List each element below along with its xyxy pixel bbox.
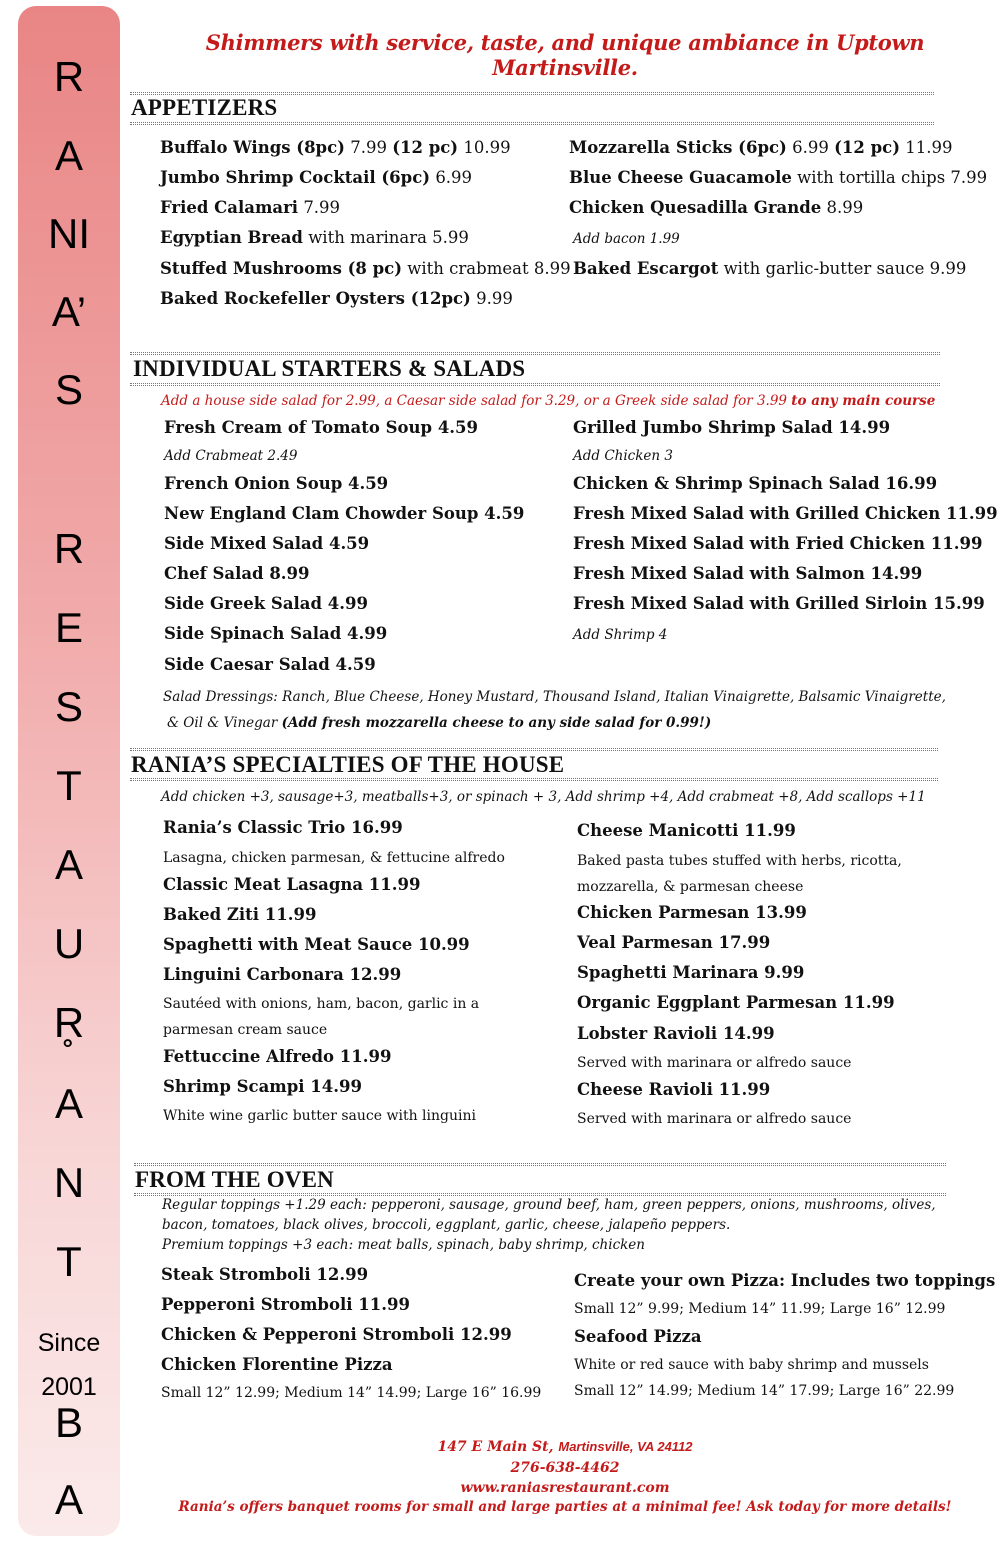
banner-letter: B (54, 1399, 83, 1446)
section-divider (130, 748, 938, 751)
menu-item: Side Greek Salad 4.99 (164, 594, 368, 613)
section-heading-specialties: RANIA’S SPECIALTIES OF THE HOUSE (131, 752, 565, 777)
menu-item: Steak Stromboli 12.99 (161, 1265, 369, 1284)
add-on-note: Add Crabmeat 2.49 (164, 448, 298, 464)
item-description: White wine garlic butter sauce with linguini (163, 1108, 476, 1124)
menu-item: Mozzarella Sticks (6pc) 6.99 (12 pc) 11.99 (569, 138, 953, 157)
menu-item: Spaghetti with Meat Sauce 10.99 (163, 935, 470, 954)
menu-item: Buffalo Wings (8pc) 7.99 (12 pc) 10.99 (160, 138, 511, 157)
footer-website[interactable]: www.raniasrestaurant.com (460, 1480, 670, 1496)
menu-item: Fresh Mixed Salad with Salmon 14.99 (573, 564, 923, 583)
section-divider (130, 778, 938, 781)
menu-item: Fresh Mixed Salad with Grilled Chicken 11.99 (573, 504, 998, 523)
menu-item: Side Spinach Salad 4.99 (164, 624, 388, 643)
menu-item: Stuffed Mushrooms (8 pc) with crabmeat 8.99 (160, 259, 571, 278)
menu-item: New England Clam Chowder Soup 4.59 (164, 504, 525, 523)
menu-item: Fresh Mixed Salad with Fried Chicken 11.99 (573, 534, 983, 553)
since-year: 2001 (41, 1373, 97, 1401)
menu-item: Baked Escargot with garlic-butter sauce 9.99 (573, 259, 967, 278)
banner-letter: N (53, 1159, 85, 1206)
banner-letter: NI (48, 210, 90, 257)
menu-item: Chicken & Pepperoni Stromboli 12.99 (161, 1325, 512, 1344)
menu-item: Rania’s Classic Trio 16.99 (163, 818, 403, 837)
banner-letter: A (54, 1476, 83, 1523)
item-description: mozzarella, & parmesan cheese (577, 879, 804, 895)
toppings-note: Premium toppings +3 each: meat balls, spinach, baby shrimp, chicken (162, 1237, 645, 1253)
section-heading-appetizers: APPETIZERS (131, 95, 278, 120)
banner-letter: S (54, 683, 83, 730)
size-prices: Small 12” 12.99; Medium 14” 14.99; Large 16” 16.99 (161, 1385, 542, 1401)
banner-letter: A (54, 841, 83, 888)
menu-item: Seafood Pizza (574, 1327, 702, 1346)
banner-letter: S (54, 366, 83, 413)
menu-item: Classic Meat Lasagna 11.99 (163, 875, 421, 894)
menu-item: Side Mixed Salad 4.59 (164, 534, 370, 553)
menu-item: Chicken Florentine Pizza (161, 1355, 393, 1374)
menu-item: Chef Salad 8.99 (164, 564, 310, 583)
size-prices: Small 12” 14.99; Medium 14” 17.99; Large 16” 22.99 (574, 1383, 955, 1399)
menu-item: Chicken Quesadilla Grande 8.99 (569, 198, 864, 217)
side-salad-note: Add a house side salad for 2.99, a Caesar side salad for 3.29, or a Greek side salad for 3.99 to any main course (161, 393, 936, 409)
item-description: Served with marinara or alfredo sauce (577, 1055, 852, 1071)
menu-item: Create your own Pizza: Includes two toppings (574, 1271, 996, 1290)
banner-letter: A (54, 1080, 83, 1127)
item-description: parmesan cream sauce (163, 1022, 328, 1038)
item-description: Served with marinara or alfredo sauce (577, 1111, 852, 1127)
add-ons-note: Add chicken +3, sausage+3, meatballs+3, or spinach + 3, Add shrimp +4, Add crabmeat +8, Add scallops +11 (161, 789, 926, 805)
menu-item: Shrimp Scampi 14.99 (163, 1077, 362, 1096)
menu-item: Pepperoni Stromboli 11.99 (161, 1295, 410, 1314)
toppings-note: bacon, tomatoes, black olives, broccoli, eggplant, garlic, cheese, jalapeño peppers. (162, 1217, 731, 1233)
banner-letter: R (53, 53, 85, 100)
menu-item: Grilled Jumbo Shrimp Salad 14.99 (573, 418, 891, 437)
banner-letter: T (56, 1238, 82, 1285)
menu-item: Spaghetti Marinara 9.99 (577, 963, 805, 982)
add-on-note: Add Chicken 3 (573, 448, 673, 464)
section-divider (130, 122, 934, 125)
item-description: Sautéed with onions, ham, bacon, garlic in a (163, 996, 480, 1012)
menu-item: Organic Eggplant Parmesan 11.99 (577, 993, 895, 1012)
footer-banquet: Rania’s offers banquet rooms for small and large parties at a minimal fee! Ask today for more details! (178, 1499, 952, 1515)
vertical-name-banner (18, 6, 120, 1536)
section-divider (134, 1193, 946, 1196)
menu-item: Cheese Ravioli 11.99 (577, 1080, 771, 1099)
menu-item: Baked Ziti 11.99 (163, 905, 317, 924)
menu-item: Fresh Mixed Salad with Grilled Sirloin 15.99 (573, 594, 985, 613)
menu-item: Fried Calamari 7.99 (160, 198, 341, 217)
menu-item: Lobster Ravioli 14.99 (577, 1024, 775, 1043)
add-on-note: Add Shrimp 4 (573, 627, 668, 643)
section-heading-oven: FROM THE OVEN (135, 1167, 334, 1192)
menu-item: Veal Parmesan 17.99 (577, 933, 771, 952)
banner-letter: R̥ (53, 999, 85, 1046)
section-divider (130, 383, 940, 386)
menu-item: Egyptian Bread with marinara 5.99 (160, 228, 469, 247)
section-heading-starters: INDIVIDUAL STARTERS & SALADS (133, 356, 526, 381)
menu-item: Baked Rockefeller Oysters (12pc) 9.99 (160, 289, 513, 308)
menu-item: Fettuccine Alfredo 11.99 (163, 1047, 392, 1066)
menu-item: French Onion Soup 4.59 (164, 474, 389, 493)
since-label: Since (37, 1329, 101, 1357)
banner-letter: U (53, 920, 85, 967)
add-on-note: Add bacon 1.99 (573, 231, 680, 247)
footer-address: 147 E Main St, Martinsville, VA 24112 (437, 1439, 693, 1455)
menu-item: Cheese Manicotti 11.99 (577, 821, 796, 840)
banner-letter: A (54, 132, 83, 179)
section-divider (130, 352, 940, 355)
menu-item: Jumbo Shrimp Cocktail (6pc) 6.99 (160, 168, 473, 187)
dressings-note: & Oil & Vinegar (Add fresh mozzarella cheese to any side salad for 0.99!) (167, 715, 712, 731)
item-description: Baked pasta tubes stuffed with herbs, ricotta, (577, 853, 902, 869)
banner-letter: A’ (51, 288, 87, 335)
toppings-note: Regular toppings +1.29 each: pepperoni, sausage, ground beef, ham, green peppers, onions, mushrooms, olives, (162, 1197, 936, 1213)
tagline: Shimmers with service, taste, and unique ambiance in Uptown Martinsville. (205, 30, 925, 80)
banner-letter: T (56, 762, 82, 809)
item-description: White or red sauce with baby shrimp and mussels (574, 1357, 929, 1373)
size-prices: Small 12” 9.99; Medium 14” 11.99; Large 16” 12.99 (574, 1301, 946, 1317)
section-divider (134, 1163, 946, 1166)
menu-item: Blue Cheese Guacamole with tortilla chips 7.99 (569, 168, 988, 187)
banner-letter: R (53, 525, 85, 572)
menu-item: Chicken Parmesan 13.99 (577, 903, 807, 922)
menu-item: Linguini Carbonara 12.99 (163, 965, 402, 984)
footer-phone: 276-638-4462 (510, 1460, 620, 1476)
menu-item: Fresh Cream of Tomato Soup 4.59 (164, 418, 479, 437)
item-description: Lasagna, chicken parmesan, & fettucine alfredo (163, 850, 505, 866)
menu-item: Side Caesar Salad 4.59 (164, 655, 376, 674)
menu-item: Chicken & Shrimp Spinach Salad 16.99 (573, 474, 938, 493)
banner-letter: E (54, 604, 83, 651)
dressings-note: Salad Dressings: Ranch, Blue Cheese, Honey Mustard, Thousand Island, Italian Vinaigrette, Balsamic Vinaigrette, (163, 689, 946, 705)
